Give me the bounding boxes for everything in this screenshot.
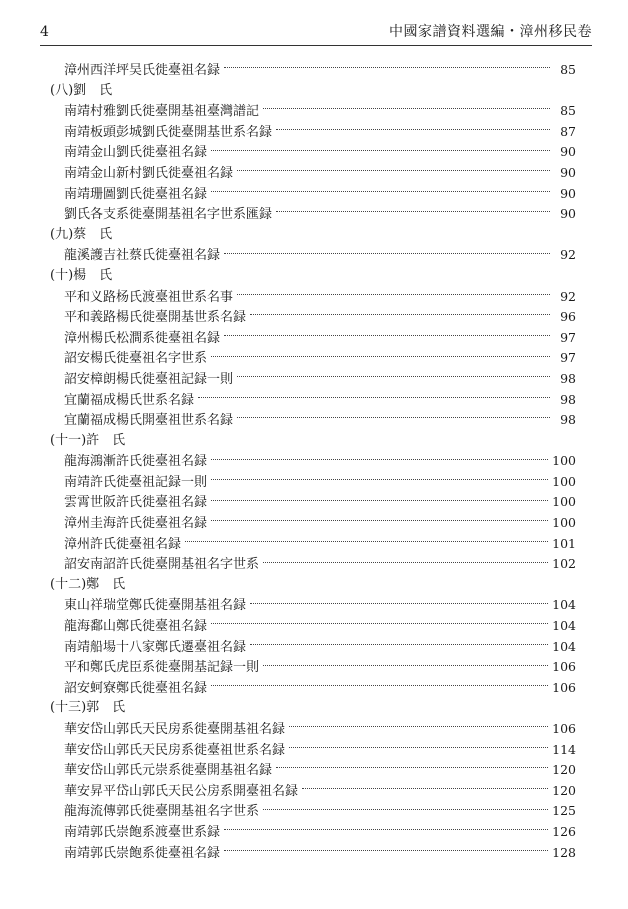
toc-entry — [46, 142, 576, 163]
entry-page-number: 97 — [560, 329, 576, 345]
entry-page-number: 87 — [560, 123, 576, 139]
running-head: 中國家譜資料選編・漳州移民卷 — [389, 24, 592, 40]
entry-title: 宜蘭福成楊氏世系名録 — [64, 392, 195, 408]
toc-entry — [46, 163, 576, 184]
toc-entry — [46, 101, 576, 122]
toc-entry — [46, 492, 576, 513]
toc-entry — [46, 204, 576, 225]
toc-entry — [46, 60, 576, 81]
dot-leader — [250, 643, 548, 645]
dot-leader — [276, 128, 550, 130]
toc-entry — [46, 595, 576, 616]
toc-entry — [46, 307, 576, 328]
entry-title: 南靖板頭彭城劉氏徙臺開基世系名録 — [64, 124, 273, 140]
section-title: (八)劉 氏 — [50, 82, 113, 98]
toc-entry — [46, 245, 576, 266]
dot-leader — [211, 355, 550, 357]
dot-leader — [211, 458, 548, 460]
toc-section-heading — [46, 81, 576, 102]
entry-page-number: 102 — [552, 556, 576, 572]
entry-page-number: 97 — [560, 350, 576, 366]
toc-entry — [46, 451, 576, 472]
dot-leader — [224, 828, 548, 830]
toc-entry — [46, 822, 576, 843]
section-title: (十)楊 氏 — [50, 267, 113, 283]
entry-page-number: 96 — [560, 309, 576, 325]
entry-page-number: 92 — [560, 288, 576, 304]
dot-leader — [185, 540, 548, 542]
toc-entry — [46, 719, 576, 740]
entry-page-number: 120 — [552, 782, 576, 798]
entry-page-number: 120 — [552, 762, 576, 778]
toc-entry — [46, 637, 576, 658]
entry-page-number: 128 — [552, 844, 576, 860]
toc-section-heading — [46, 225, 576, 246]
entry-title: 南靖金山新村劉氏徙臺祖名録 — [64, 165, 234, 181]
dot-leader — [198, 396, 550, 398]
entry-page-number: 100 — [552, 453, 576, 469]
dot-leader — [250, 602, 548, 604]
dot-leader — [211, 684, 548, 686]
toc-entry — [46, 513, 576, 534]
entry-page-number: 90 — [560, 164, 576, 180]
dot-leader — [237, 375, 550, 377]
entry-title: 南靖郭氏崇飽系徙臺祖名録 — [64, 845, 221, 861]
entry-title: 華安岱山郭氏元崇系徙臺開基祖名録 — [64, 763, 273, 779]
dot-leader — [276, 766, 548, 768]
entry-page-number: 104 — [552, 618, 576, 634]
entry-title: 平和義路楊氏徙臺開基世系名録 — [64, 310, 247, 326]
dot-leader — [211, 478, 548, 480]
toc-entry — [46, 328, 576, 349]
toc-section-heading — [46, 698, 576, 719]
toc-entry — [46, 369, 576, 390]
entry-title: 龍海鄱山鄭氏徙臺祖名録 — [64, 619, 208, 635]
toc-entry — [46, 534, 576, 555]
entry-page-number: 100 — [552, 473, 576, 489]
toc-entry — [46, 184, 576, 205]
entry-title: 龍海鴻漸許氏徙臺祖名録 — [64, 454, 208, 470]
page-header — [40, 22, 592, 44]
toc-entry — [46, 348, 576, 369]
section-title: (九)蔡 氏 — [50, 226, 113, 242]
entry-title: 劉氏各支系徙臺開基祖名字世系匯録 — [64, 207, 273, 223]
toc-entry — [46, 122, 576, 143]
toc-entry — [46, 760, 576, 781]
entry-title: 漳州許氏徙臺祖名録 — [64, 536, 182, 552]
entry-title: 平和鄭氏虎臣系徙臺開基記録一則 — [64, 660, 260, 676]
dot-leader — [224, 849, 548, 851]
dot-leader — [211, 190, 550, 192]
dot-leader — [211, 499, 548, 501]
dot-leader — [211, 149, 550, 151]
entry-page-number: 100 — [552, 515, 576, 531]
entry-page-number: 101 — [552, 535, 576, 551]
dot-leader — [289, 746, 548, 748]
toc-entry — [46, 410, 576, 431]
toc-section-heading — [46, 266, 576, 287]
entry-page-number: 106 — [552, 679, 576, 695]
entry-title: 南靖郭氏崇飽系渡臺世系録 — [64, 824, 221, 840]
entry-title: 東山祥瑞堂鄭氏徙臺開基祖名録 — [64, 598, 247, 614]
dot-leader — [224, 66, 550, 68]
entry-title: 漳州西洋坪吴氏徙臺祖名録 — [64, 63, 221, 78]
toc-entry — [46, 472, 576, 493]
dot-leader — [211, 519, 548, 521]
toc-entry — [46, 740, 576, 761]
dot-leader — [263, 561, 548, 563]
toc-entry — [46, 678, 576, 699]
toc-entry — [46, 657, 576, 678]
dot-leader — [289, 725, 548, 727]
entry-title: 雲霄世阪許氏徙臺祖名録 — [64, 495, 208, 511]
entry-page-number: 98 — [560, 391, 576, 407]
dot-leader — [250, 313, 550, 315]
entry-page-number: 125 — [552, 803, 576, 819]
section-title: (十一)許 氏 — [50, 432, 126, 448]
dot-leader — [237, 169, 550, 171]
entry-title: 宜蘭福成楊氏開臺祖世系名録 — [64, 413, 234, 429]
entry-title: 南靖珊圖劉氏徙臺祖名録 — [64, 186, 208, 202]
entry-page-number: 106 — [552, 721, 576, 736]
toc-entry — [46, 801, 576, 822]
dot-leader — [263, 808, 548, 810]
entry-page-number: 98 — [560, 370, 576, 386]
entry-title: 詔安樟朗楊氏徙臺祖記録一則 — [64, 371, 234, 387]
dot-leader — [211, 622, 548, 624]
toc-entry — [46, 390, 576, 411]
page-number: 4 — [40, 24, 49, 40]
toc-entry — [46, 554, 576, 575]
entry-title: 漳州圭海許氏徙臺祖名録 — [64, 516, 208, 532]
entry-page-number: 85 — [560, 103, 576, 119]
toc-section-heading — [46, 431, 576, 452]
entry-page-number: 126 — [552, 823, 576, 839]
entry-page-number: 100 — [552, 494, 576, 510]
toc-section-heading — [46, 575, 576, 596]
section-title: (十二)鄭 氏 — [50, 576, 126, 592]
entry-title: 華安昇平岱山郭氏天民公房系開臺祖名録 — [64, 783, 299, 799]
entry-title: 華安岱山郭氏天民房系徙臺祖世系名録 — [64, 742, 286, 758]
entry-title: 漳州楊氏松澗系徙臺祖名録 — [64, 330, 221, 346]
entry-title: 南靖村雅劉氏徙臺開基祖臺灣譜記 — [64, 104, 260, 120]
entry-page-number: 90 — [560, 185, 576, 201]
entry-page-number: 85 — [560, 62, 576, 77]
entry-page-number: 90 — [560, 206, 576, 222]
dot-leader — [237, 293, 550, 295]
entry-title: 詔安蚵寮鄭氏徙臺祖名録 — [64, 680, 208, 696]
dot-leader — [263, 664, 548, 666]
toc-entry — [46, 843, 576, 864]
entry-title: 華安岱山郭氏天民房系徙臺開基祖名録 — [64, 722, 286, 737]
entry-page-number: 114 — [552, 741, 576, 757]
toc-entry — [46, 781, 576, 802]
table-of-contents — [46, 60, 576, 863]
entry-title: 詔安南詔許氏徙臺開基祖名字世系 — [64, 557, 260, 573]
entry-page-number: 90 — [560, 144, 576, 160]
entry-title: 龍海流傳郭氏徙臺開基祖名字世系 — [64, 804, 260, 820]
entry-page-number: 98 — [560, 412, 576, 428]
entry-page-number: 104 — [552, 597, 576, 613]
toc-entry — [46, 616, 576, 637]
entry-title: 南靖金山劉氏徙臺祖名録 — [64, 145, 208, 161]
header-rule — [40, 45, 592, 46]
entry-title: 龍溪護吉社蔡氏徙臺祖名録 — [64, 248, 221, 264]
entry-title: 南靖許氏徙臺祖記録一則 — [64, 474, 208, 490]
dot-leader — [276, 210, 550, 212]
entry-page-number: 106 — [552, 659, 576, 675]
dot-leader — [302, 787, 548, 789]
entry-page-number: 104 — [552, 638, 576, 654]
section-title: (十三)郭 氏 — [50, 700, 126, 716]
dot-leader — [224, 334, 550, 336]
dot-leader — [237, 416, 550, 418]
entry-title: 詔安楊氏徙臺祖名字世系 — [64, 351, 208, 367]
toc-entry — [46, 287, 576, 308]
entry-title: 平和义路杨氏渡臺祖世系名事 — [64, 289, 234, 305]
dot-leader — [263, 107, 550, 109]
entry-title: 南靖船場十八家鄭氏遷臺祖名録 — [64, 639, 247, 655]
entry-page-number: 92 — [560, 247, 576, 263]
dot-leader — [224, 252, 550, 254]
